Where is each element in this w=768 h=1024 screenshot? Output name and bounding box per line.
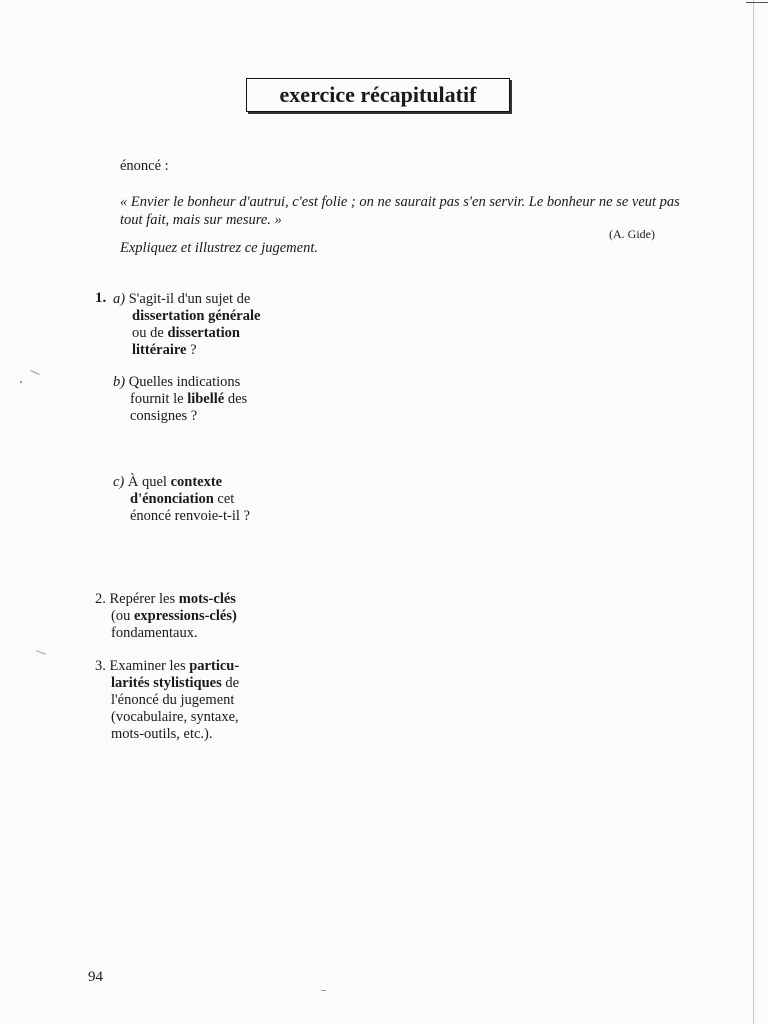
question-3-text: (vocabulaire, syntaxe, [111,709,239,725]
question-1a-bold: dissertation générale [132,308,261,324]
question-1a-bold: dissertation [167,325,240,341]
question-2-text: Repérer les [109,591,179,607]
question-1c-text: cet [213,491,235,507]
question-1c-text: énoncé renvoie-t-il ? [130,508,250,524]
question-1b-bold: libellé [187,391,225,407]
question-3-bold: particu- [189,658,240,674]
question-1a-text: S'agit-il d'un sujet de [128,291,251,307]
quote-author: (A. Gide) [609,227,655,241]
enonce-label: énoncé : [120,158,169,174]
question-3-bold: larités stylistiques [111,675,222,691]
question-1a-letter: a) [113,291,126,307]
question-1c-text: À quel [127,474,171,490]
question-2 [95,591,315,642]
question-1b [113,374,313,425]
question-2-bold: expressions-clés) [133,608,237,624]
question-1b-text: consignes ? [130,408,198,424]
question-3-text: l'énoncé du jugement [111,692,235,708]
question-1c [113,474,313,525]
page-title [246,78,510,112]
question-1a [113,291,313,359]
question-2-text: (ou [111,608,134,624]
question-1c-letter: c) [113,474,125,490]
question-1a-text: ? [186,342,197,358]
quote-text: « Envier le bonheur d'autrui, c'est folie ; on ne saurait pas s'en servir. Le bonheur ne se veut pas tout fait, mais sur mesure. » [120,194,680,228]
page-title-text: exercice récapitulatif [279,82,477,107]
question-1c-bold: d'énonciation [130,491,214,507]
scan-mark [36,650,46,654]
scan-edge [753,0,754,1024]
question-2-number: 2. [95,591,106,607]
question-3-text: Examiner les [109,658,190,674]
question-2-text: fondamentaux. [111,625,198,641]
question-1b-text: des [224,391,248,407]
question-1-number: 1. [95,290,107,306]
question-1a-text: ou de [132,325,164,341]
question-2-bold: mots-clés [178,591,236,607]
instruction-text: Expliquez et illustrez ce jugement. [120,240,318,256]
question-3 [95,658,315,743]
scan-mark [746,2,768,3]
question-1b-letter: b) [113,374,126,390]
question-1a-bold: littéraire [132,342,187,358]
scan-mark [30,370,39,375]
question-3-number: 3. [95,658,106,674]
scan-mark [321,990,326,991]
question-1b-text: fournit le [130,391,188,407]
page-number: 94 [88,969,103,985]
question-1b-text: Quelles indications [128,374,241,390]
question-3-text: mots-outils, etc.). [111,726,213,742]
question-3-text: de [221,675,240,691]
question-1c-bold: contexte [170,474,223,490]
scan-mark [20,381,22,383]
